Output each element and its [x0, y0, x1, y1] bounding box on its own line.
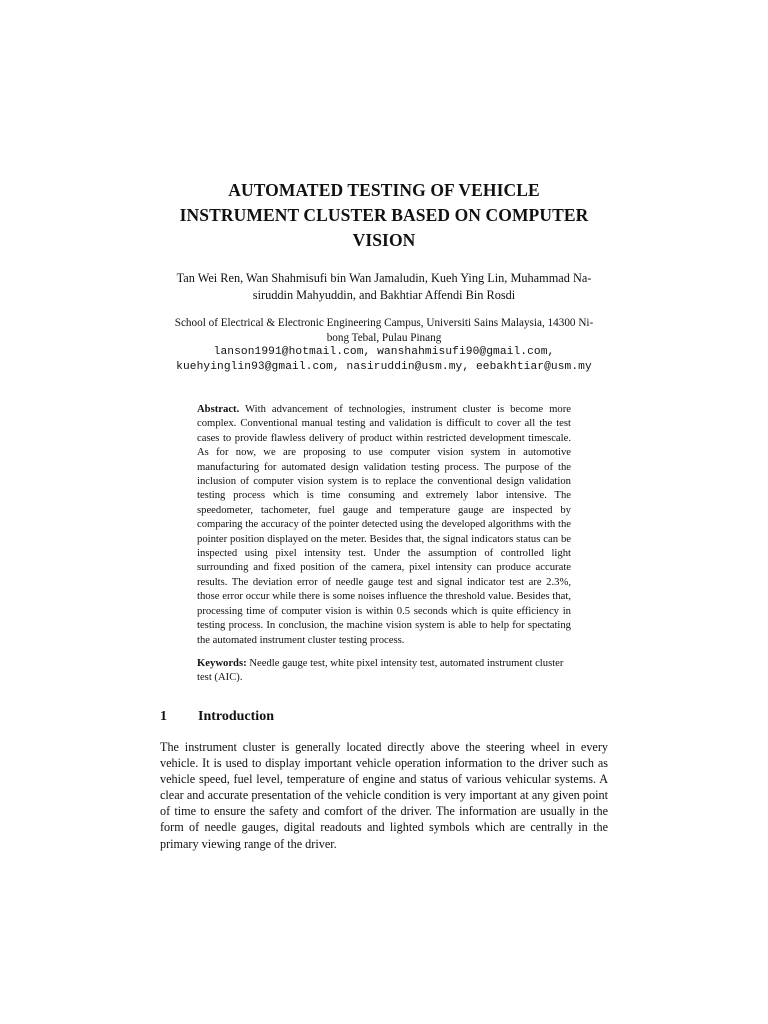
paper-title: [150, 178, 618, 253]
title-line: INSTRUMENT CLUSTER BASED ON COMPUTER: [179, 205, 589, 225]
keywords: [197, 657, 571, 686]
keywords-label: Keywords:: [197, 658, 247, 669]
keywords-text: Needle gauge test, white pixel intensity test, automated instrument cluster test (AIC).: [197, 658, 564, 684]
section-heading: [160, 707, 274, 727]
intro-paragraph: The instrument cluster is generally located directly above the steering wheel in every vehicle. It is used to display important vehicle operation information to the driver such as vehicle speed, fuel level, temperature of engine and status of various vehicular systems. A clear and accurate presentation of the vehicle condition is very important at any given point of time to ensure the safety and comfort of the driver. The information are usually in the form of needle gauges, digital readouts and lighted symbols which are centrally in the primary viewing range of the driver.: [160, 740, 608, 851]
title-line: AUTOMATED TESTING OF VEHICLE: [228, 180, 540, 200]
abstract-text: With advancement of technologies, instrument cluster is become more complex. Conventional manual testing and validation is difficult to cover all the test cases to provide flawless delivery of product within restricted development timescale. As for now, we are proposing to use computer vision system in automotive manufacturing for automated design validation testing process. The purpose of the inclusion of computer vision system is to replace the conventional design validation testing process which is time consuming and extremely labor intensive. The speedometer, tachometer, fuel gauge and temperature gauge are inspected by comparing the accuracy of the pointer detected using the developed algorithms with the pointer position displayed on the meter. Besides that, the signal indicators status can be inspected using pixel intensity test. Under the assumption of controlled light surrounding and fixed position of the camera, pixel intensity can produce accurate results. The deviation error of needle gauge test and signal indicator test are 2.3%, those error occur while there is some noises influence the threshold value. Besides that, processing time of computer vision is within 0.5 seconds which is quite efficiency in testing process. In conclusion, the machine vision system is able to help for spectating the automated instrument cluster testing process.: [197, 404, 571, 646]
author-line: Tan Wei Ren, Wan Shahmisufi bin Wan Jamaludin, Kueh Ying Lin, Muhammad Na-: [176, 271, 592, 285]
affiliation-block: [150, 316, 618, 374]
affiliation-line: bong Tebal, Pulau Pinang: [326, 331, 442, 344]
affiliation-line: School of Electrical & Electronic Engineering Campus, Universiti Sains Malaysia, 14300 Ni-: [174, 317, 594, 329]
author-line: siruddin Mahyuddin, and Bakhtiar Affendi Bin Rosdi: [252, 288, 516, 302]
email-line: kuehyinglin93@gmail.com, nasiruddin@usm.my, eebakhtiar@usm.my: [176, 360, 592, 373]
abstract: [197, 403, 571, 648]
author-list: [150, 270, 618, 304]
title-line: VISION: [352, 230, 416, 250]
section-number: 1: [160, 709, 167, 724]
abstract-label: Abstract.: [197, 404, 240, 415]
section-title: Introduction: [198, 709, 274, 724]
email-line: lanson1991@hotmail.com, wanshahmisufi90@gmail.com,: [213, 346, 555, 358]
